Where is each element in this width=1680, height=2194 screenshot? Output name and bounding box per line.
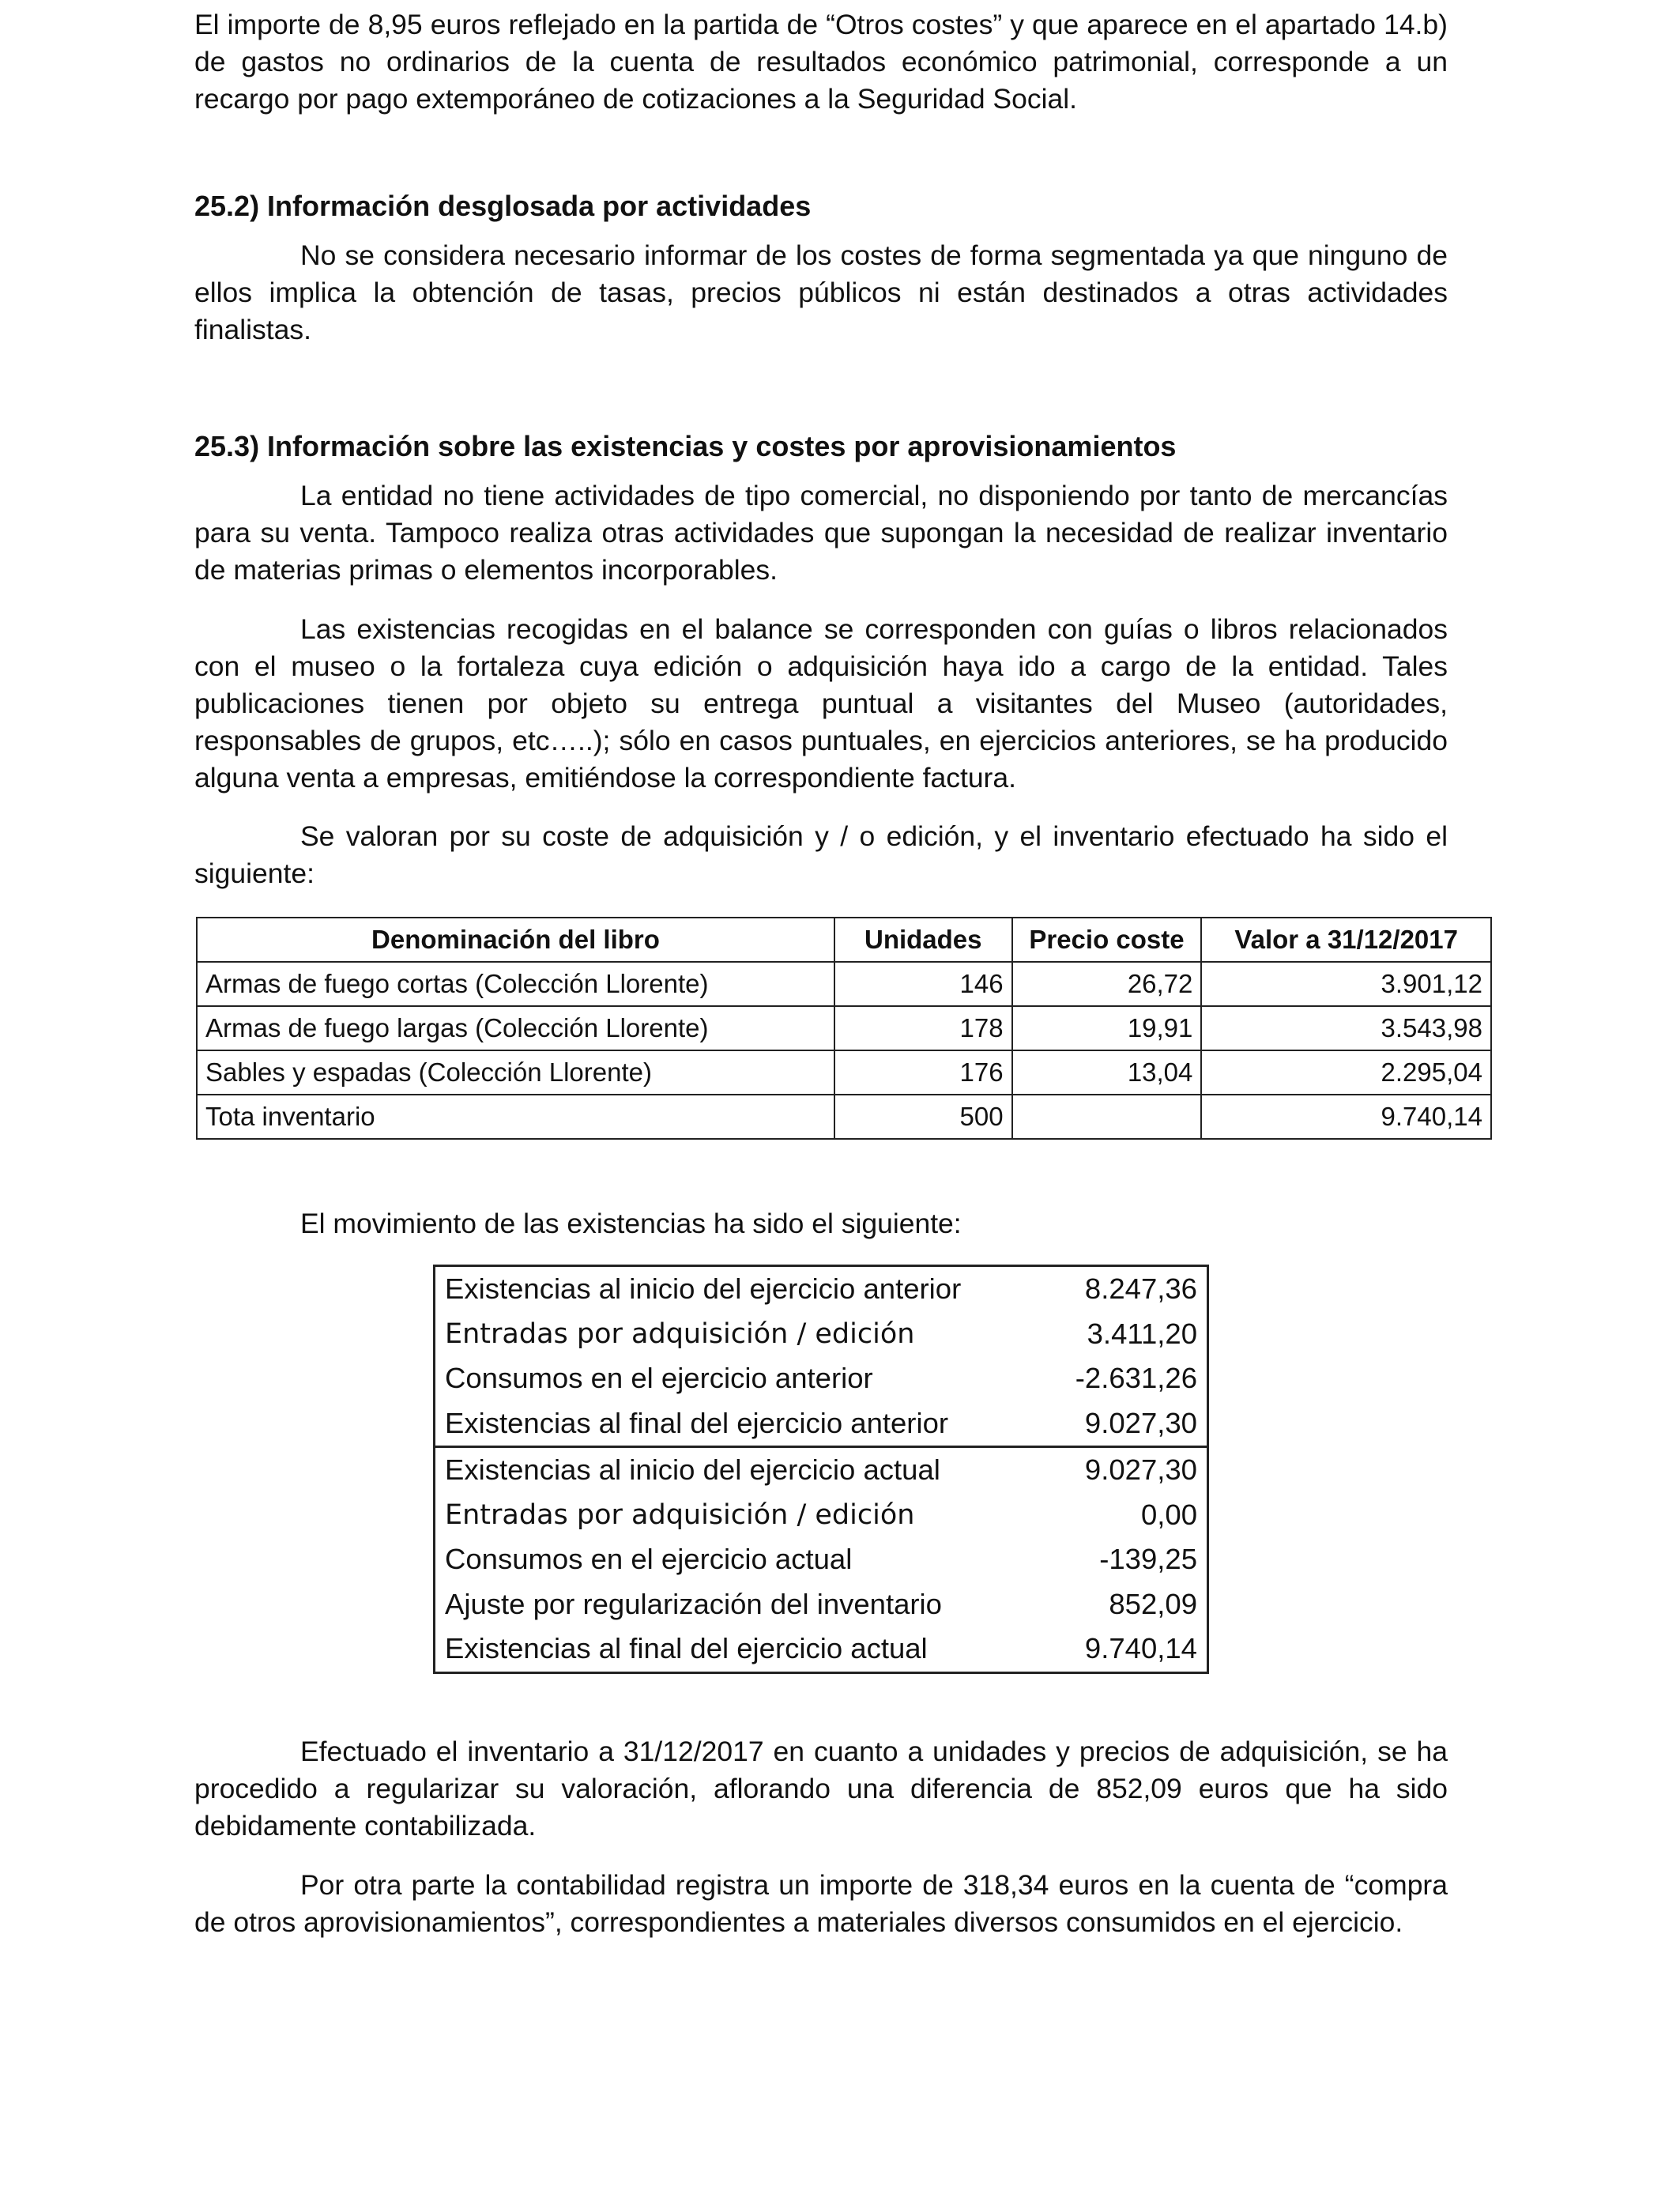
- movement-label: Existencias al inicio del ejercicio anterior: [445, 1272, 962, 1306]
- header-precio-coste: Precio coste: [1012, 918, 1202, 962]
- table-row: [435, 1401, 1208, 1447]
- table-row: [435, 1537, 1208, 1582]
- cell-valor: 3.543,98: [1201, 1006, 1491, 1050]
- cell-precio: 13,04: [1012, 1050, 1202, 1095]
- cell-denominacion: Sables y espadas (Colección Llorente): [197, 1050, 834, 1095]
- cell-denominacion: Armas de fuego largas (Colección Llorente): [197, 1006, 834, 1050]
- movement-table: [433, 1265, 1209, 1674]
- paragraph-otros-costes: El importe de 8,95 euros reflejado en la partida de “Otros costes” y que aparece en el apartado 14.b) de gastos no ordinarios de la cuenta de resultados económico patrimonial, corresponde a un recargo por pago extemporáneo de cotizaciones a la Seguridad Social.: [194, 9, 1448, 115]
- table-row: [435, 1447, 1208, 1493]
- heading-25-3: 25.3) Información sobre las existencias y costes por aprovisionamientos: [194, 430, 1177, 462]
- cell-precio: 26,72: [1012, 962, 1202, 1006]
- paragraph-entidad: La entidad no tiene actividades de tipo comercial, no disponiendo por tanto de mercancías para su venta. Tampoco realiza otras actividades que supongan la necesidad de realizar inventario de materias primas o elementos incorporables.: [194, 480, 1448, 586]
- movement-label: Entradas por adquisición / edición: [445, 1498, 915, 1531]
- table-row: [435, 1493, 1208, 1538]
- cell-unidades: 176: [834, 1050, 1012, 1095]
- header-denominacion: Denominación del libro: [197, 918, 834, 962]
- cell-denominacion: Armas de fuego cortas (Colección Llorente): [197, 962, 834, 1006]
- table-row: [197, 962, 1491, 1006]
- cell-valor: 2.295,04: [1201, 1050, 1491, 1095]
- table-row: [435, 1356, 1208, 1401]
- paragraph-aprovisionamientos: Por otra parte la contabilidad registra un importe de 318,34 euros en la cuenta de “compra de otros aprovisionamientos”, correspondientes a materiales diversos consumidos en el ejercicio.: [194, 1869, 1448, 1938]
- movement-value: 3.411,20: [1087, 1317, 1197, 1350]
- table-row-total: [197, 1095, 1491, 1139]
- movement-value: 8.247,36: [1084, 1272, 1197, 1306]
- header-unidades: Unidades: [834, 918, 1012, 962]
- cell-valor: 9.740,14: [1201, 1095, 1491, 1139]
- cell-denominacion: Tota inventario: [197, 1095, 834, 1139]
- movement-value: 9.027,30: [1034, 1447, 1208, 1493]
- cell-valor: 3.901,12: [1201, 962, 1491, 1006]
- paragraph-existencias: Las existencias recogidas en el balance se corresponden con guías o libros relacionados con el museo o la fortaleza cuya edición o adquisición haya ido a cargo de la entidad. Tales publicaciones tienen por objeto su entrega puntual a visitantes del Museo (autoridades, responsables de grupos, etc…..); sólo en casos puntuales, en ejercicios anteriores, se ha producido alguna venta a empresas, emitiéndose la correspondiente factura.: [194, 613, 1448, 794]
- movement-value: 9.740,14: [1084, 1632, 1197, 1665]
- header-valor: Valor a 31/12/2017: [1201, 918, 1491, 962]
- movement-label: Consumos en el ejercicio actual: [445, 1543, 853, 1576]
- table-row: [435, 1312, 1208, 1357]
- table-row: [197, 1050, 1491, 1095]
- movement-value: 9.027,30: [1084, 1406, 1197, 1439]
- movement-label: Existencias al final del ejercicio actual: [445, 1632, 928, 1665]
- paragraph-actividades: No se considera necesario informar de los costes de forma segmentada ya que ninguno de ellos implica la obtención de tasas, precios públicos ni están destinados a otras actividades finalistas.: [194, 239, 1448, 345]
- cell-unidades: 178: [834, 1006, 1012, 1050]
- table-row: [435, 1627, 1208, 1672]
- movement-value: 0,00: [1140, 1498, 1197, 1531]
- inventory-header-row: [197, 918, 1491, 962]
- movement-label: Entradas por adquisición / edición: [445, 1318, 915, 1350]
- inventory-table: [196, 917, 1492, 1140]
- movement-label: Existencias al inicio del ejercicio actual: [435, 1447, 1034, 1493]
- table-row: [197, 1006, 1491, 1050]
- movement-label: Existencias al final del ejercicio anterior: [445, 1406, 949, 1439]
- movement-label: Ajuste por regularización del inventario: [445, 1587, 942, 1620]
- movement-label: Consumos en el ejercicio anterior: [445, 1362, 873, 1395]
- paragraph-regularizacion: Efectuado el inventario a 31/12/2017 en cuanto a unidades y precios de adquisición, se ha procedido a regularizar su valoración, aflorando una diferencia de 852,09 euros que ha sido debidamente contabilizada.: [194, 1736, 1448, 1842]
- heading-25-2: 25.2) Información desglosada por actividades: [194, 190, 812, 222]
- cell-unidades: 146: [834, 962, 1012, 1006]
- paragraph-movimiento: El movimiento de las existencias ha sido el siguiente:: [300, 1208, 962, 1239]
- table-row: [435, 1582, 1208, 1627]
- cell-precio: 19,91: [1012, 1006, 1202, 1050]
- movement-value: -139,25: [1099, 1543, 1197, 1576]
- cell-unidades: 500: [834, 1095, 1012, 1139]
- movement-value: -2.631,26: [1075, 1362, 1197, 1395]
- movement-value: 852,09: [1109, 1587, 1197, 1620]
- cell-precio: [1012, 1095, 1202, 1139]
- table-row: [435, 1266, 1208, 1312]
- paragraph-valoracion: Se valoran por su coste de adquisición y / o edición, y el inventario efectuado ha sido el siguiente:: [194, 820, 1448, 889]
